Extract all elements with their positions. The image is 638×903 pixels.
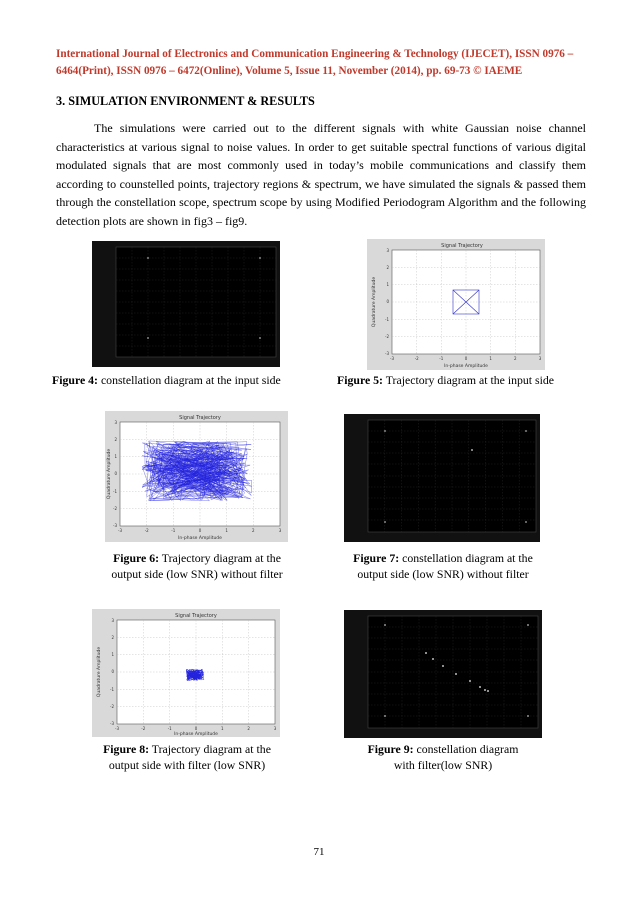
svg-text:2: 2 [247, 726, 250, 731]
trajectory-plot-input [367, 239, 545, 370]
constellation-scope-input [92, 241, 280, 367]
constellation-scope-no-filter [344, 414, 540, 542]
svg-text:In-phase Amplitude: In-phase Amplitude [174, 732, 218, 737]
page-number: 71 [313, 846, 325, 858]
svg-text:-2: -2 [144, 528, 149, 533]
journal-header-line1: International Journal of Electronics and Communication Engineering & Technology (IJECET), ISSN 0976 – [56, 48, 574, 60]
svg-text:-3: -3 [113, 523, 117, 528]
svg-text:0: 0 [111, 669, 114, 674]
svg-text:-1: -1 [110, 687, 114, 692]
journal-header [56, 46, 586, 80]
caption-figure-8-label: Figure 8: [103, 742, 150, 756]
svg-text:-2: -2 [385, 334, 389, 339]
svg-text:-3: -3 [110, 721, 114, 726]
caption-figure-6-label: Figure 6: [113, 551, 160, 565]
svg-text:-2: -2 [113, 506, 117, 511]
svg-text:Quadrature Amplitude: Quadrature Amplitude [97, 646, 102, 698]
caption-figure-6: Figure 6: Trajectory diagram at the output side (low SNR) without filter [111, 551, 283, 581]
svg-text:-3: -3 [385, 351, 389, 356]
caption-figure-4-label: Figure 4: [52, 373, 98, 387]
caption-figure-9: Figure 9: constellation diagram with filter(low SNR) [367, 742, 519, 772]
caption-figure-9-label: Figure 9: [367, 742, 414, 756]
caption-figure-5: Figure 5: Trajectory diagram at the input side [337, 373, 555, 387]
svg-text:-2: -2 [141, 726, 146, 731]
svg-text:3: 3 [114, 420, 117, 425]
svg-text:2: 2 [114, 437, 117, 442]
trajectory-title: Signal Trajectory [441, 243, 483, 249]
svg-text:1: 1 [225, 528, 228, 533]
svg-text:-3: -3 [118, 528, 122, 533]
svg-text:0: 0 [114, 471, 117, 476]
svg-text:2: 2 [514, 356, 517, 361]
svg-text:0: 0 [194, 726, 198, 731]
svg-text:0: 0 [464, 356, 468, 361]
caption-figure-4: Figure 4: constellation diagram at the input side [52, 373, 281, 387]
svg-text:-1: -1 [113, 489, 117, 494]
figure-4-plot [92, 241, 280, 367]
svg-text:-2: -2 [414, 356, 419, 361]
svg-text:-3: -3 [115, 726, 119, 731]
svg-text:3: 3 [111, 618, 114, 623]
trajectory-plot-no-filter [105, 411, 288, 542]
journal-header-line2: 6464(Print), ISSN 0976 – 6472(Online), Volume 5, Issue 11, November (2014), pp. 69-73 © IAEME [56, 65, 523, 77]
body-paragraph: The simulations were carried out to the different signals with white Gaussian noise channel characteristics at various signal to noise values. In order to get suitable spectral functions of various digital modulated signals that are most commonly used in today’s mobile communications and classify them according to counstelled points, trajectory regions & spectrum, we have simulated the signals & passed them through the constellation scope, spectrum scope by using Modified Periodogram Algorithm and the following detection plots are shown in fig3 – fig9. [56, 121, 586, 228]
svg-text:1: 1 [114, 454, 117, 459]
svg-text:1: 1 [386, 282, 389, 287]
svg-text:3: 3 [538, 356, 542, 361]
figure-8-plot [92, 609, 280, 737]
svg-text:-1: -1 [171, 528, 176, 533]
svg-text:2: 2 [252, 528, 255, 533]
svg-text:Signal Trajectory: Signal Trajectory [179, 415, 221, 421]
trajectory-plot-with-filter [92, 609, 280, 737]
svg-text:1: 1 [221, 726, 224, 731]
y-axis-label: Quadrature Amplitude [372, 276, 377, 328]
svg-text:-1: -1 [439, 356, 444, 361]
svg-text:In-phase Amplitude: In-phase Amplitude [178, 536, 222, 541]
figure-9-plot [344, 610, 542, 738]
filtered-trajectory-lines [186, 669, 204, 681]
svg-text:0: 0 [198, 528, 202, 533]
section-title: 3. SIMULATION ENVIRONMENT & RESULTS [56, 94, 315, 108]
svg-text:-2: -2 [110, 704, 114, 709]
svg-text:-1: -1 [385, 317, 389, 322]
caption-figure-5-label: Figure 5: [337, 373, 383, 387]
svg-text:Signal Trajectory: Signal Trajectory [175, 613, 217, 619]
svg-text:2: 2 [111, 635, 114, 640]
svg-text:1: 1 [489, 356, 492, 361]
figure-6-plot [105, 411, 288, 542]
svg-text:-3: -3 [390, 356, 394, 361]
figure-5-plot [367, 239, 545, 370]
svg-text:2: 2 [386, 265, 389, 270]
caption-figure-7-label: Figure 7: [353, 551, 400, 565]
constellation-scope-with-filter [344, 610, 542, 738]
svg-text:0: 0 [386, 299, 389, 304]
svg-text:3: 3 [273, 726, 277, 731]
caption-figure-8: Figure 8: Trajectory diagram at the output side with filter (low SNR) [103, 742, 271, 772]
caption-figure-7: Figure 7: constellation diagram at the output side (low SNR) without filter [353, 551, 533, 581]
svg-text:1: 1 [111, 652, 114, 657]
figure-7-plot [344, 414, 540, 542]
x-axis-label: In-phase Amplitude [444, 364, 488, 369]
svg-text:-1: -1 [167, 726, 172, 731]
svg-text:3: 3 [386, 248, 389, 253]
svg-text:Quadrature Amplitude: Quadrature Amplitude [107, 448, 112, 500]
svg-text:3: 3 [278, 528, 282, 533]
